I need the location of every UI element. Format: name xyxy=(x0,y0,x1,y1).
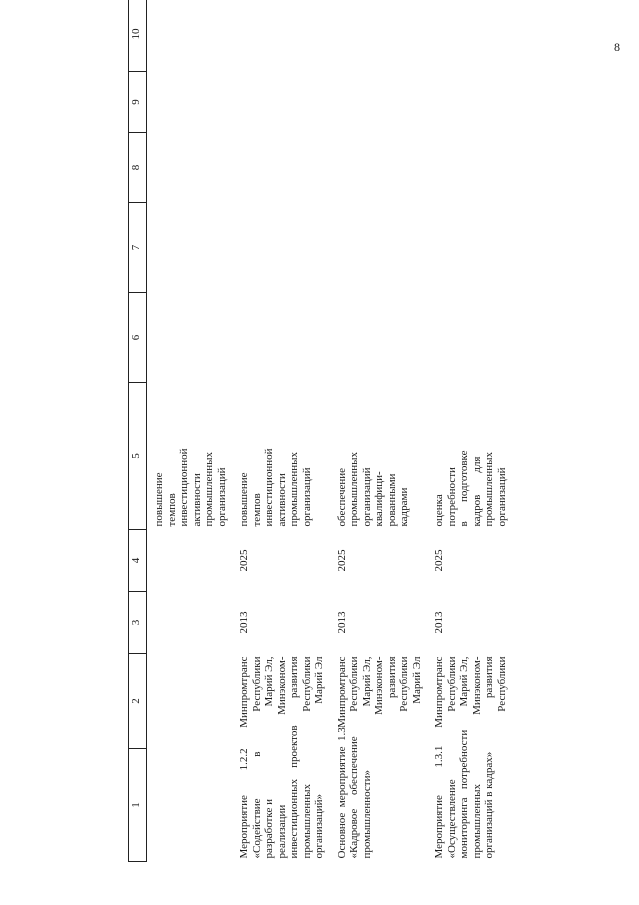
activity-executor: Минпромтранс Республики Марий Эл, Минэконом- развития Республики xyxy=(433,656,508,728)
start-year: 2013 xyxy=(335,611,348,634)
col-header-3: 3 xyxy=(129,592,147,654)
activity-executor: Минпромтранс Республики Марий Эл, Минэконом- развития Республики Марий Эл xyxy=(238,656,325,728)
col-header-8: 8 xyxy=(129,133,147,203)
continuation-result: повышение темпов инвестиционной активности промышленных организаций xyxy=(153,448,228,527)
col-header-2: 2 xyxy=(129,654,147,749)
start-year: 2013 xyxy=(238,611,250,634)
table-row-1-3-1 xyxy=(427,0,512,862)
col-header-1: 1 xyxy=(129,749,147,862)
end-year: 2025 xyxy=(335,549,348,572)
column-number-row xyxy=(129,0,147,862)
rotated-table-container xyxy=(128,28,639,862)
table-row-1-2-2 xyxy=(232,0,330,862)
activity-name: Основное мероприятие 1.3 «Кадровое обеспечение промышленности» xyxy=(335,727,373,859)
activity-executor: Минпромтранс Республики Марий Эл, Минэконом- развития Республики Марий Эл xyxy=(335,656,423,728)
page-number: 8 xyxy=(614,40,620,54)
col-header-7: 7 xyxy=(129,203,147,293)
col-header-6: 6 xyxy=(129,293,147,383)
expected-result: повышение темпов инвестиционной активности промышленных организаций xyxy=(238,448,313,527)
table-row-1-3 xyxy=(330,0,428,862)
program-activities-table xyxy=(128,0,512,862)
col-header-4: 4 xyxy=(129,530,147,592)
activity-name: Мероприятие 1.3.1 «Осуществление мониторинга потребности промышленных организаций в кадрах» xyxy=(433,729,495,859)
col-header-9: 9 xyxy=(129,72,147,133)
activity-name: Мероприятие 1.2.2 «Содействие в разработке и реализации инвестиционных проектов промышленных организаций» xyxy=(238,725,325,859)
continuation-row xyxy=(147,0,233,862)
end-year: 2025 xyxy=(238,549,250,572)
end-year: 2025 xyxy=(433,549,445,572)
col-header-10: 10 xyxy=(129,0,147,72)
expected-result: обеспечение промышленных организаций квалифици- рованными кадрами xyxy=(335,451,410,527)
expected-result: оценка потребности в подготовке кадров для промышленных организаций xyxy=(433,450,508,527)
start-year: 2013 xyxy=(433,611,445,634)
col-header-5: 5 xyxy=(129,383,147,530)
